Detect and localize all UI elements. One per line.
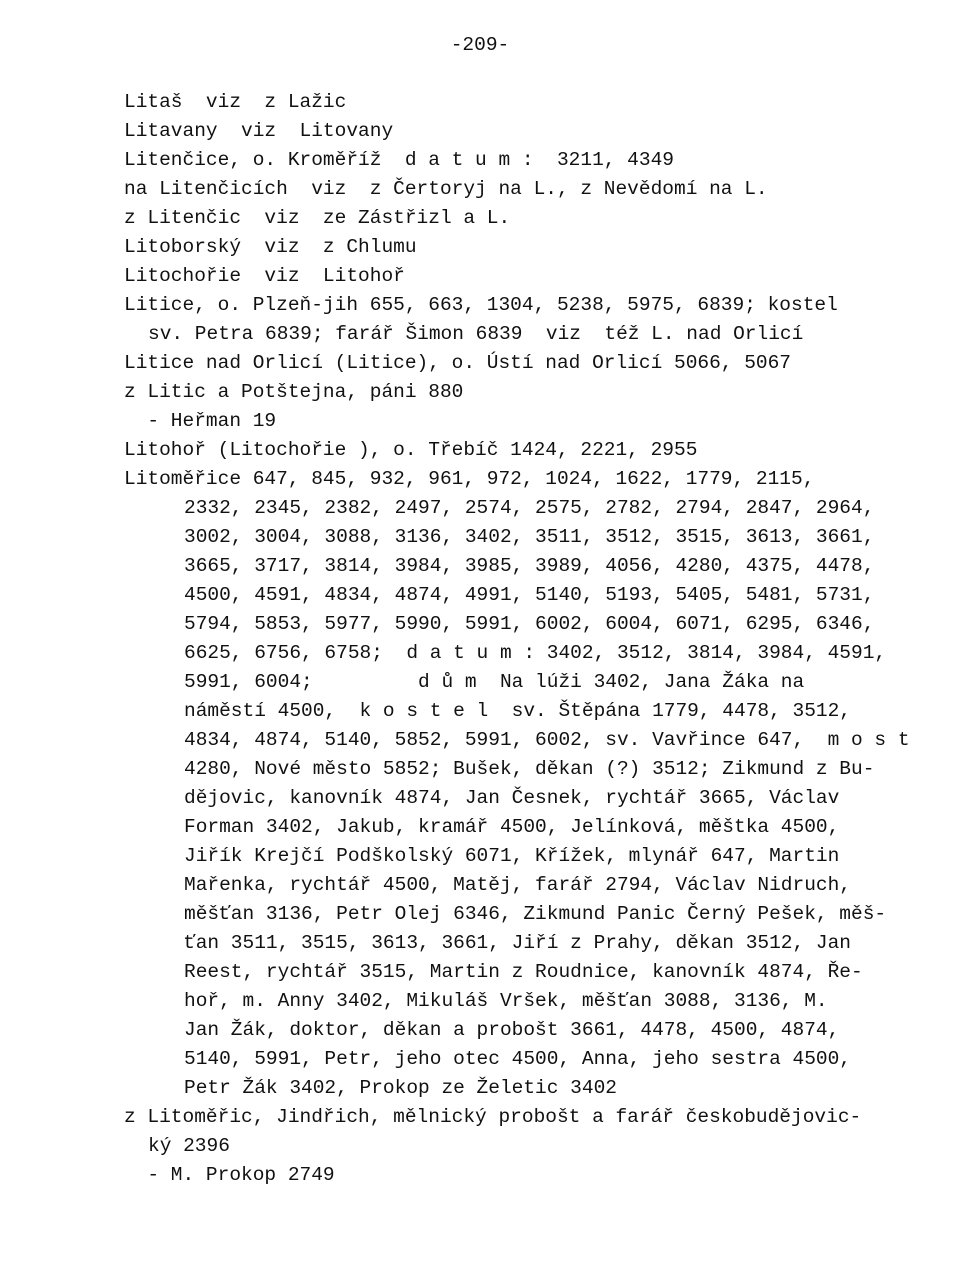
index-line: sv. Petra 6839; farář Šimon 6839 viz též L. nad Orlicí: [148, 323, 804, 345]
index-line: ký 2396: [148, 1135, 230, 1157]
index-line: 6625, 6756, 6758; d a t u m : 3402, 3512, 3814, 3984, 4591,: [184, 642, 887, 664]
index-line: z Litic a Potštejna, páni 880: [124, 381, 464, 403]
index-line: - M. Prokop 2749: [124, 1164, 335, 1186]
index-line: 3665, 3717, 3814, 3984, 3985, 3989, 4056, 4280, 4375, 4478,: [184, 555, 875, 577]
index-line: náměstí 4500, k o s t e l sv. Štěpána 1779, 4478, 3512,: [184, 700, 852, 722]
index-line: Litenčice, o. Kroměříž d a t u m : 3211, 4349: [124, 149, 674, 171]
index-line: Litoměřice 647, 845, 932, 961, 972, 1024, 1622, 1779, 2115,: [124, 468, 815, 490]
index-line: na Litenčicích viz z Čertoryj na L., z Nevědomí na L.: [124, 178, 768, 200]
index-line: 4500, 4591, 4834, 4874, 4991, 5140, 5193, 5405, 5481, 5731,: [184, 584, 875, 606]
index-line: Jiřík Krejčí Podškolský 6071, Křížek, mlynář 647, Martin: [184, 845, 840, 867]
index-line: Petr Žák 3402, Prokop ze Želetic 3402: [184, 1077, 617, 1099]
index-line: 5794, 5853, 5977, 5990, 5991, 6002, 6004, 6071, 6295, 6346,: [184, 613, 875, 635]
index-line: 3002, 3004, 3088, 3136, 3402, 3511, 3512, 3515, 3613, 3661,: [184, 526, 875, 548]
index-line: dějovic, kanovník 4874, Jan Česnek, rychtář 3665, Václav: [184, 787, 840, 809]
index-line: 2332, 2345, 2382, 2497, 2574, 2575, 2782, 2794, 2847, 2964,: [184, 497, 875, 519]
index-line: Litohoř (Litochořie ), o. Třebíč 1424, 2221, 2955: [124, 439, 698, 461]
index-line: Reest, rychtář 3515, Martin z Roudnice, kanovník 4874, Ře-: [184, 961, 863, 983]
index-line: Litavany viz Litovany: [124, 120, 394, 142]
index-line: Forman 3402, Jakub, kramář 4500, Jelínková, měštka 4500,: [184, 816, 840, 838]
index-line: 4280, Nové město 5852; Bušek, děkan (?) 3512; Zikmund z Bu-: [184, 758, 875, 780]
index-line: měšťan 3136, Petr Olej 6346, Zikmund Panic Černý Pešek, měš-: [184, 903, 887, 925]
index-line: Litice, o. Plzeň-jih 655, 663, 1304, 5238, 5975, 6839; kostel: [124, 294, 838, 316]
index-line: ťan 3511, 3515, 3613, 3661, Jiří z Prahy, děkan 3512, Jan: [184, 932, 852, 954]
index-line: hoř, m. Anny 3402, Mikuláš Vršek, měšťan 3088, 3136, M.: [184, 990, 828, 1012]
index-line: z Litoměřic, Jindřich, mělnický probošt a farář českobudějovic-: [124, 1106, 862, 1128]
index-line: Jan Žák, doktor, děkan a probošt 3661, 4478, 4500, 4874,: [184, 1019, 840, 1041]
index-line: Mařenka, rychtář 4500, Matěj, farář 2794, Václav Nidruch,: [184, 874, 852, 896]
page-number: -209-: [450, 34, 510, 56]
index-line: z Litenčic viz ze Zástřizl a L.: [124, 207, 511, 229]
index-line: - Heřman 19: [124, 410, 277, 432]
index-line: Litoborský viz z Chlumu: [124, 236, 417, 258]
index-line: 5991, 6004; d ů m Na lúži 3402, Jana Žáka na: [184, 671, 805, 693]
index-line: 4834, 4874, 5140, 5852, 5991, 6002, sv. Vavřince 647, m o s t: [184, 729, 910, 751]
index-line: Litaš viz z Lažic: [124, 91, 347, 113]
index-line: Litochořie viz Litohoř: [124, 265, 405, 287]
index-entries: [124, 88, 944, 1190]
index-line: 5140, 5991, Petr, jeho otec 4500, Anna, jeho sestra 4500,: [184, 1048, 852, 1070]
index-line: Litice nad Orlicí (Litice), o. Ústí nad Orlicí 5066, 5067: [124, 352, 792, 374]
